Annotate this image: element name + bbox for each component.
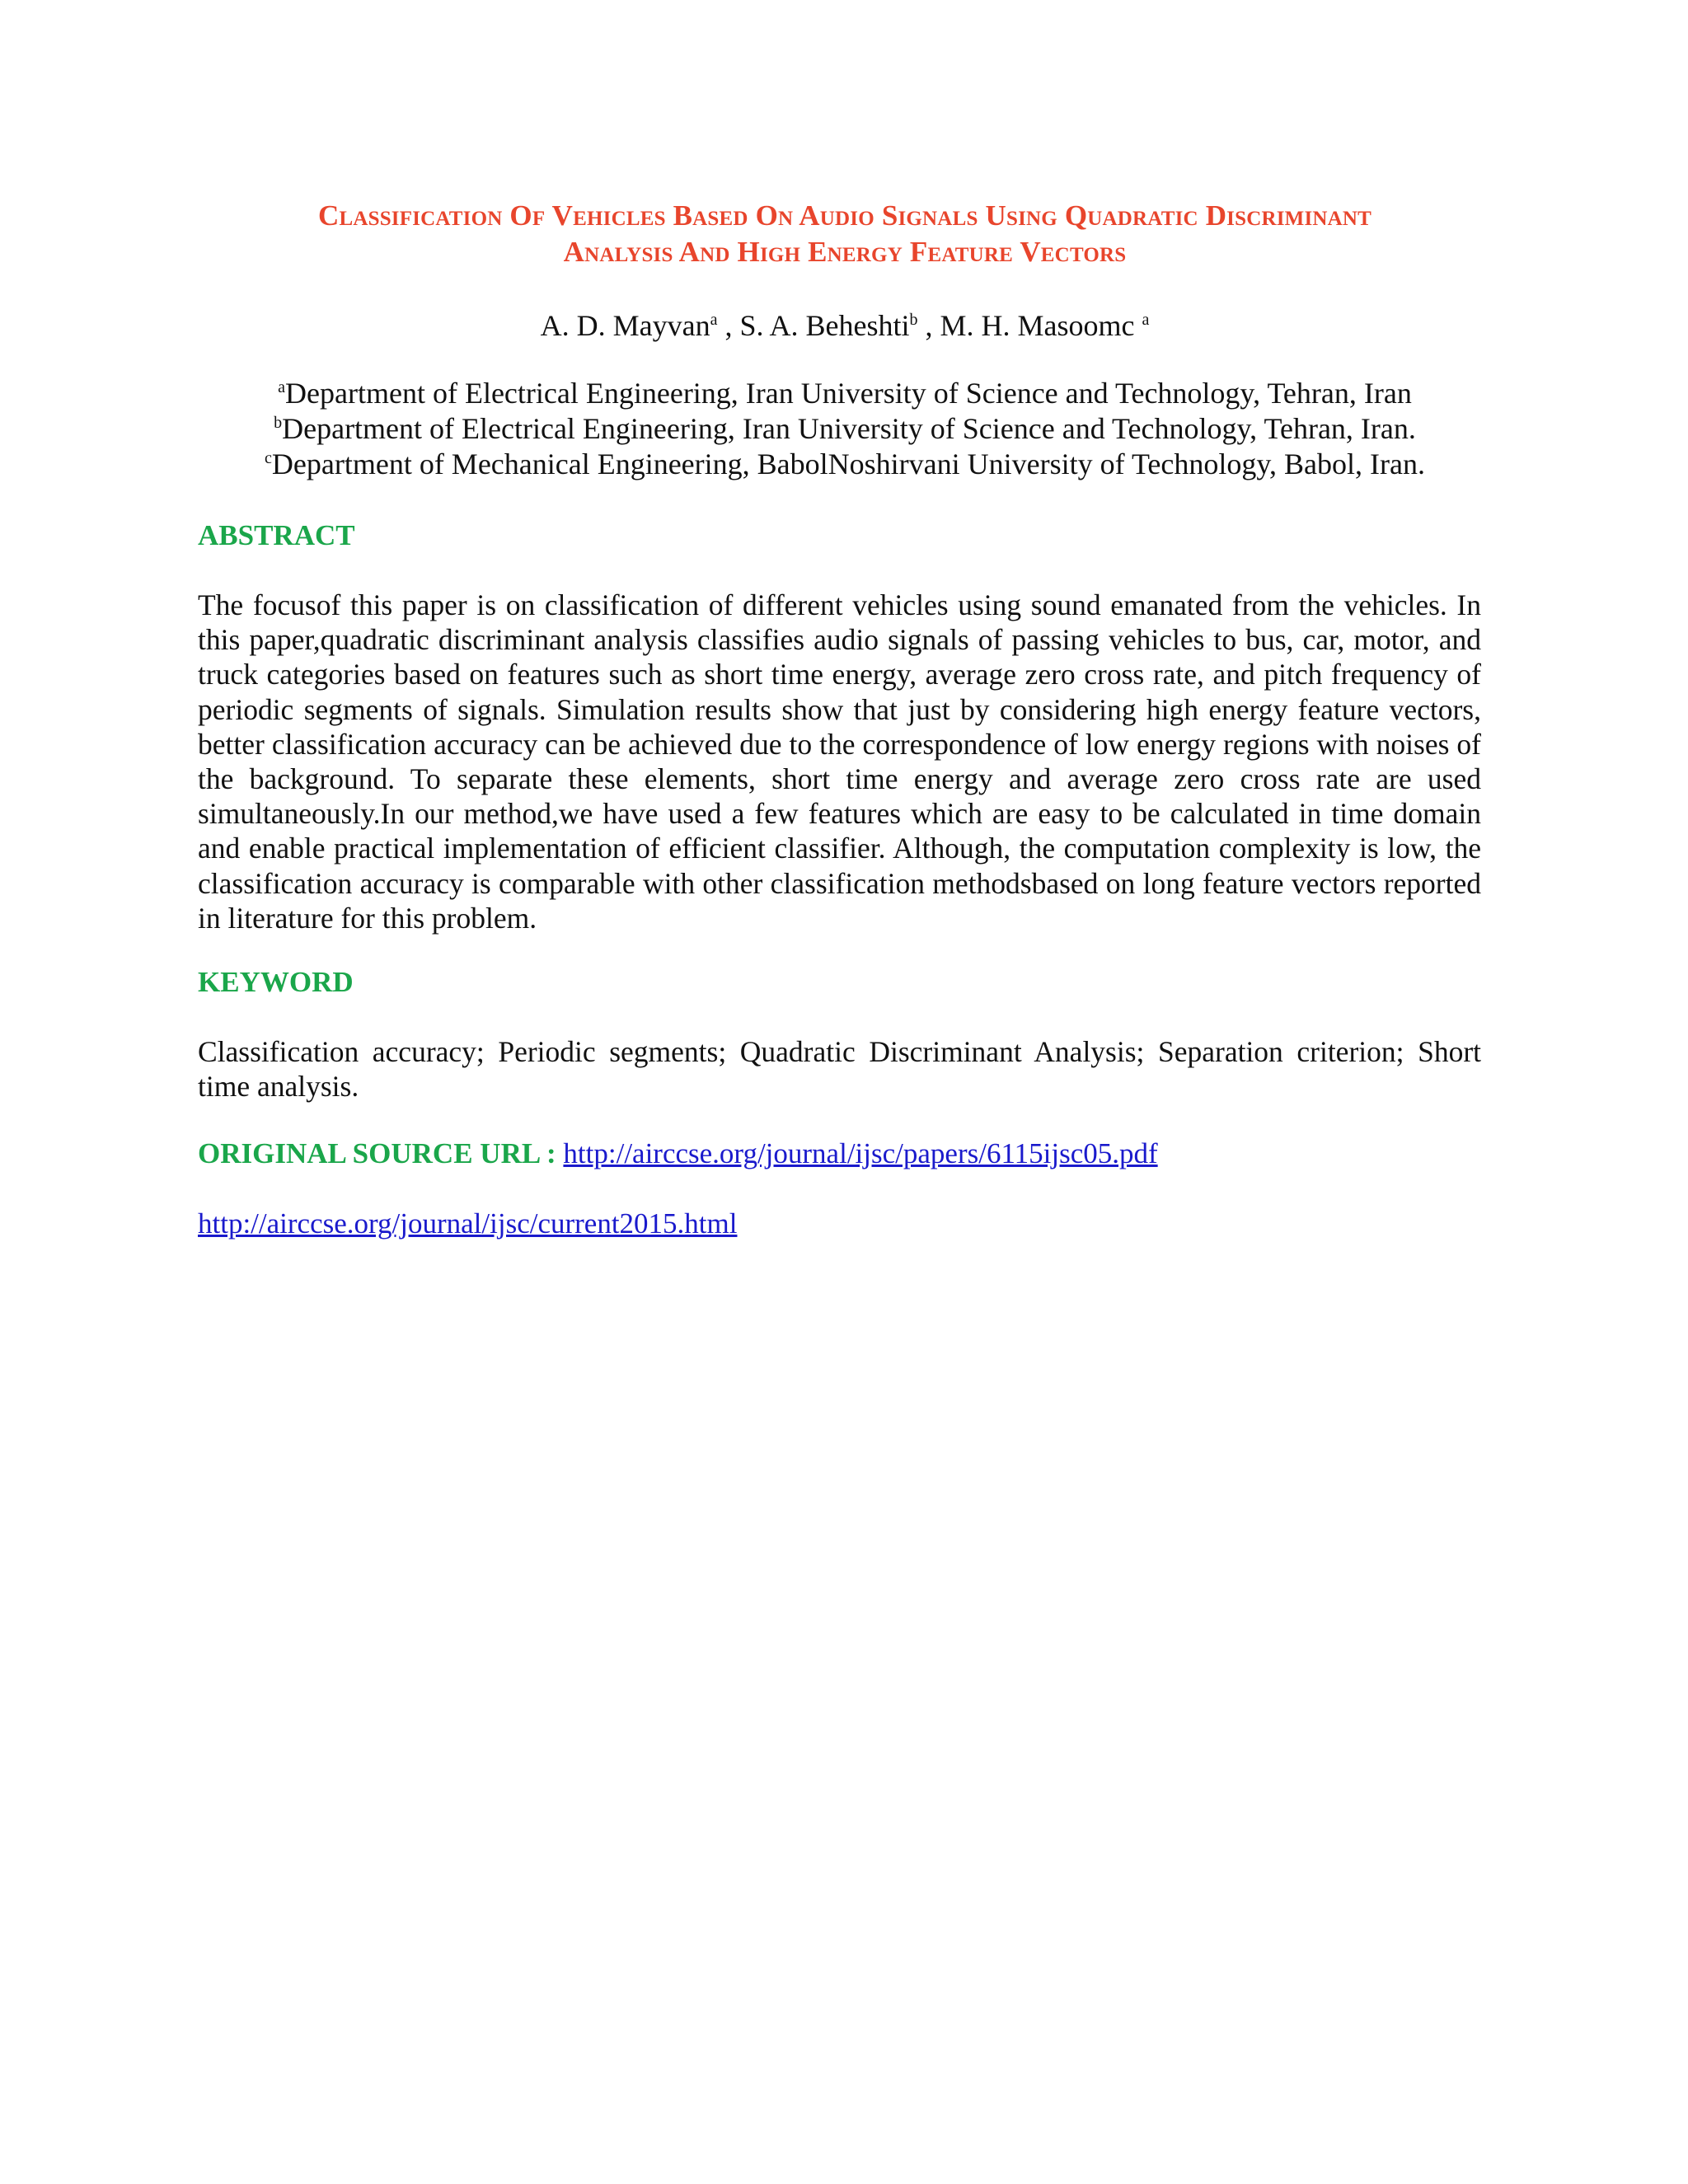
title-line-1: Classification Of Vehicles Based On Audio Signals Using Quadratic Discriminant bbox=[317, 199, 1372, 232]
keyword-heading: KEYWORD bbox=[198, 966, 354, 998]
affiliation-superscript: b bbox=[274, 414, 283, 432]
author-name: A. D. Mayvan bbox=[540, 309, 710, 342]
author-separator: , bbox=[717, 309, 740, 342]
author-list bbox=[198, 307, 1492, 344]
affiliation-text: Department of Electrical Engineering, Iran University of Science and Technology, Tehran, Iran bbox=[285, 377, 1412, 410]
affiliation-superscript: c bbox=[265, 449, 272, 467]
author-superscript: a bbox=[710, 311, 718, 329]
affiliation-line bbox=[198, 447, 1492, 482]
abstract-text: The focusof this paper is on classification of different vehicles using sound emanated from the vehicles. In this paper,quadratic discriminant analysis classifies audio signals of passing vehicles to bus, car, motor, and truck categories based on features such as short time energy, average zero cross rate, and pitch frequency of periodic segments of signals. Simulation results show that just by considering high energy feature vectors, better classification accuracy can be achieved due to the correspondence of low energy regions with noises of the background. To separate these elements, short time energy and average zero cross rate are used simultaneously.In our method,we have used a few features which are easy to be calculated in time domain and enable practical implementation of efficient classifier. Although, the computation complexity is low, the classification accuracy is comparable with other classification methodsbased on long feature vectors reported in literature for this problem. bbox=[198, 588, 1481, 935]
affiliation-line bbox=[198, 411, 1492, 447]
keyword-text: Classification accuracy; Periodic segments; Quadratic Discriminant Analysis; Separation criterion; Short time analysis. bbox=[198, 1035, 1481, 1104]
current-issue-line bbox=[198, 1206, 737, 1242]
affiliation-text: Department of Mechanical Engineering, BabolNoshirvani University of Technology, Babol, Iran. bbox=[271, 448, 1425, 480]
author-superscript: b bbox=[909, 311, 918, 329]
source-url-label: ORIGINAL SOURCE URL : bbox=[198, 1137, 556, 1169]
current-issue-link[interactable]: http://airccse.org/journal/ijsc/current2015.html bbox=[198, 1207, 738, 1240]
source-pdf-link[interactable]: http://airccse.org/journal/ijsc/papers/6115ijsc05.pdf bbox=[563, 1137, 1158, 1169]
affiliation-line bbox=[198, 376, 1492, 411]
affiliation-text: Department of Electrical Engineering, Iran University of Science and Technology, Tehran, Iran. bbox=[282, 412, 1416, 445]
author-superscript: a bbox=[1142, 311, 1150, 329]
author-separator: , bbox=[917, 309, 940, 342]
title-line-2: Analysis And High Energy Feature Vectors bbox=[563, 236, 1127, 268]
paper-title bbox=[198, 198, 1492, 270]
author-name: M. H. Masoomc bbox=[940, 309, 1135, 342]
abstract-heading: ABSTRACT bbox=[198, 519, 355, 551]
affiliation-superscript: a bbox=[278, 378, 286, 396]
source-url-line bbox=[198, 1136, 1158, 1172]
author-name: S. A. Beheshti bbox=[739, 309, 910, 342]
affiliation-list bbox=[198, 376, 1492, 482]
